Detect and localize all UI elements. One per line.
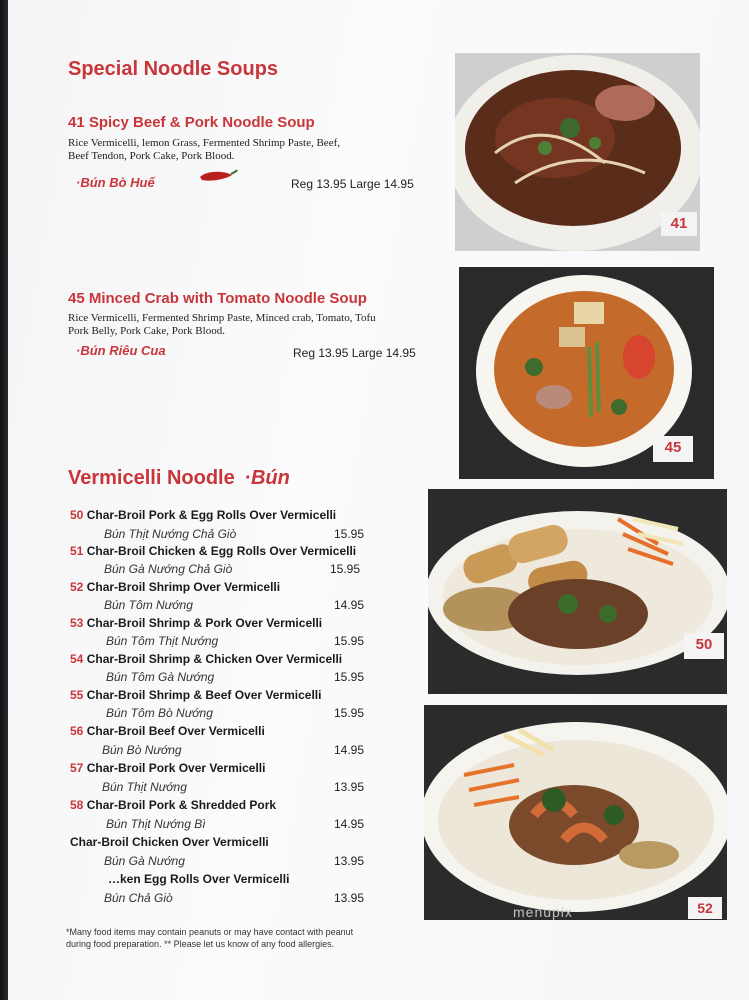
item-name-text: Char-Broil Shrimp & Pork Over Vermicelli	[86, 616, 323, 630]
item-name-text: Char-Broil Pork Over Vermicelli	[86, 761, 266, 775]
item-name-text: Char-Broil Chicken Over Vermicelli	[70, 835, 269, 849]
item-name-text: Char-Broil Beef Over Vermicelli	[86, 724, 265, 738]
item-price: 14.95	[334, 598, 365, 612]
item-price-41: Reg 13.95 Large 14.95	[291, 177, 414, 191]
item-name	[70, 724, 265, 738]
item-viet-name: Bún Thịt Nướng Chả Giò	[104, 527, 237, 541]
allergy-footnote-line1: *Many food items may contain peanuts or may have contact with peanut	[66, 927, 354, 937]
item-viet-name: Bún Tôm Thịt Nướng	[106, 634, 219, 648]
item-viet-name-45: ·Bún Riêu Cua	[76, 343, 166, 358]
menu-page	[8, 0, 749, 1000]
photo-bun-thit-nuong-cha-gio	[428, 489, 727, 694]
item-viet-name: Bún Bò Nướng	[102, 743, 182, 757]
item-price: 15.95	[334, 706, 365, 720]
item-viet-name: Bún Thịt Nướng	[102, 780, 187, 794]
photo-label-41: 41	[661, 212, 697, 236]
item-name	[108, 872, 289, 886]
section-title-special-noodle-soups: Special Noodle Soups	[68, 58, 279, 80]
item-name	[70, 761, 265, 775]
item-viet-name-41: ·Bún Bò Huế	[76, 175, 155, 190]
item-viet-name: Bún Tôm Bò Nướng	[106, 706, 213, 720]
item-name	[70, 616, 322, 630]
item-ingredients-45-line1: Rice Vermicelli, Fermented Shrimp Paste, Minced crab, Tomato, Tofu	[68, 312, 376, 324]
item-title-41: 41 Spicy Beef & Pork Noodle Soup	[68, 114, 315, 131]
item-name	[70, 580, 280, 594]
item-price: 13.95	[334, 891, 365, 905]
allergy-footnote	[66, 926, 353, 950]
item-title-45: 45 Minced Crab with Tomato Noodle Soup	[68, 290, 367, 307]
item-number: 54	[70, 652, 84, 666]
photo-bun-tom-nuong	[424, 705, 727, 920]
item-name	[70, 835, 269, 849]
item-price: 15.95	[334, 670, 365, 684]
item-price: 13.95	[334, 780, 365, 794]
section-title-vermicelli-en: Vermicelli Noodle	[68, 467, 235, 489]
photo-label-52: 52	[688, 897, 722, 919]
item-name-text: Char-Broil Shrimp Over Vermicelli	[86, 580, 281, 594]
item-price: 15.95	[334, 527, 365, 541]
item-name	[70, 688, 321, 702]
item-number: 53	[70, 616, 84, 630]
item-number: 50	[70, 508, 84, 522]
item-name-text: Char-Broil Shrimp & Beef Over Vermicelli	[86, 688, 322, 702]
item-viet-name: Bún Tôm Nướng	[104, 598, 193, 612]
item-price: 13.95	[334, 854, 365, 868]
item-number: 56	[70, 724, 84, 738]
item-name-text: Char-Broil Chicken & Egg Rolls Over Vermicelli	[86, 544, 357, 558]
item-name	[70, 798, 276, 812]
item-viet-name: Bún Tôm Gà Nướng	[106, 670, 215, 684]
item-number: 57	[70, 761, 84, 775]
item-price: 15.95	[330, 562, 361, 576]
item-price: 14.95	[334, 817, 365, 831]
item-name-text: Char-Broil Pork & Shredded Pork	[86, 798, 277, 812]
item-name	[70, 508, 336, 522]
photo-label-45: 45	[653, 436, 693, 462]
allergy-footnote-line2: during food preparation. ** Please let us know of any food allergies.	[66, 939, 335, 949]
section-title-vermicelli-viet: ·Bún	[244, 467, 290, 489]
item-viet-name: Bún Gà Nướng Chả Giò	[104, 562, 233, 576]
item-price-45: Reg 13.95 Large 14.95	[293, 346, 416, 360]
item-number: 55	[70, 688, 84, 702]
item-number: 58	[70, 798, 84, 812]
photo-label-50: 50	[684, 633, 724, 659]
menupix-watermark: menupix	[513, 904, 573, 920]
item-ingredients-45-line2: Pork Belly, Pork Cake, Pork Blood.	[68, 325, 225, 337]
item-name-text: Char-Broil Shrimp & Chicken Over Vermicelli	[86, 652, 343, 666]
section-title-vermicelli	[68, 467, 290, 490]
menu-binder-edge	[0, 0, 8, 1000]
item-viet-name: Bún Gà Nướng	[104, 854, 185, 868]
item-name-text: …ken Egg Rolls Over Vermicelli	[108, 872, 290, 886]
item-name	[70, 544, 356, 558]
item-price: 15.95	[334, 634, 365, 648]
item-name-text: Char-Broil Pork & Egg Rolls Over Vermicelli	[86, 508, 337, 522]
item-ingredients-41-line2: Beef Tendon, Pork Cake, Pork Blood.	[68, 150, 235, 162]
item-price: 14.95	[334, 743, 365, 757]
item-viet-name: Bún Thịt Nướng Bì	[106, 817, 206, 831]
item-number: 51	[70, 544, 84, 558]
item-viet-name: Bún Chả Giò	[104, 891, 173, 905]
item-name	[70, 652, 342, 666]
chili-pepper-icon	[196, 168, 238, 189]
item-ingredients-41-line1: Rice Vermicelli, lemon Grass, Fermented Shrimp Paste, Beef,	[68, 137, 340, 149]
item-number: 52	[70, 580, 84, 594]
